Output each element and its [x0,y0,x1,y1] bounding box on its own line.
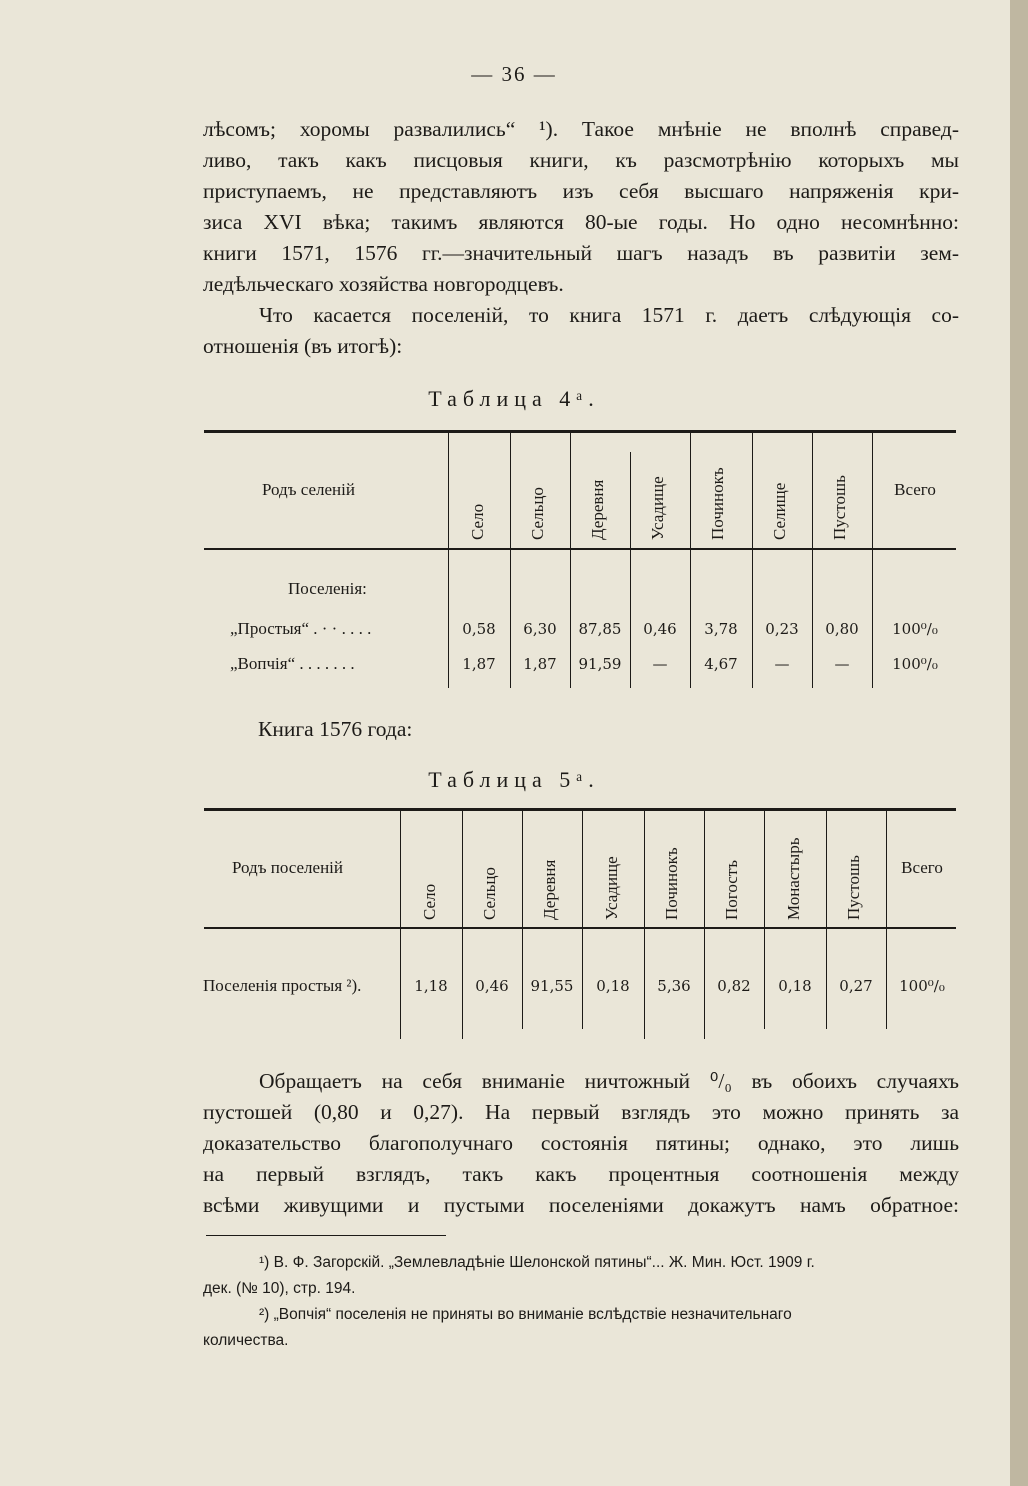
table-cell: 100⁰/₀ [892,620,938,638]
column-divider [690,433,691,688]
column-header-selo: Село [468,503,487,540]
column-header-pogost: Погостъ [722,859,741,920]
column-header-total: Всего [901,858,943,877]
table-cell: 3,78 [704,620,738,638]
footnote-2 [203,1302,959,1354]
column-divider [826,811,827,1029]
column-divider [872,433,873,688]
column-header-selo: Село [420,883,439,920]
row-header-label: Родъ селеній [262,480,355,499]
column-header-selishche: Селище [770,482,789,540]
text-line: на первый взглядъ, такъ какъ процентныя соотношенія между [203,1162,959,1186]
row-header-label: Родъ поселеній [232,858,343,877]
table-header-rule [204,548,956,550]
table-top-rule [204,808,956,811]
column-header-total: Всего [894,480,936,499]
page-number: — 36 — [471,62,557,86]
table-top-rule [204,430,956,433]
column-header-seltso: Сельцо [480,867,499,920]
column-divider [644,811,645,1039]
column-header-usadishche: Усадище [648,476,667,540]
table-cell: 91,55 [530,977,574,995]
text-line: отношенія (въ итогѣ): [203,334,403,358]
paragraph-3 [203,1066,959,1221]
paragraph-2 [203,300,959,362]
text-line: зиса XVI вѣка; такимъ являются 80-ые годы. Но одно несомнѣнно: [203,210,959,234]
table-cell: 0,82 [717,977,751,995]
table-cell: — [774,655,790,673]
table-cell: 0,27 [839,977,873,995]
table-cell: 6,30 [523,620,557,638]
table-cell: 100⁰/₀ [892,655,938,673]
column-divider [764,811,765,1029]
column-header-monastyr: Монастырь [784,837,803,920]
group-label: Поселенія: [288,579,367,598]
column-header-derevnya: Деревня [588,479,607,540]
row-label: „Простыя“ . · · . . . . [230,619,372,638]
table-cell: 1,87 [462,655,496,673]
footnote-line: дек. (№ 10), стр. 194. [203,1280,356,1297]
table-cell: 0,18 [596,977,630,995]
row-label: „Вопчія“ . . . . . . . [230,654,355,673]
column-divider [510,433,511,688]
column-divider [400,811,401,1039]
column-divider [704,811,705,1039]
table-cell: 0,23 [765,620,799,638]
column-divider [462,811,463,1039]
text-line: всѣми живущими и пустыми поселеніями докажутъ намъ обратное: [203,1193,959,1217]
footnote-line: ¹) В. Ф. Загорскій. „Землевладѣніе Шелонской пятины“... Ж. Мин. Юст. 1909 г. [259,1254,815,1271]
text-line: доказательство благополучнаго состоянія пятины; однако, это лишь [203,1131,959,1155]
table-cell: 100⁰/₀ [899,977,945,995]
table-cell: 0,80 [825,620,859,638]
paragraph-1 [203,114,959,300]
table-4-caption: Таблица 4ᵃ. [428,386,600,411]
column-header-seltso: Сельцо [528,487,547,540]
column-header-pustosh: Пустошь [830,475,849,540]
column-divider [582,811,583,1029]
text-line: книги 1571, 1576 гг.—значительный шагъ назадъ въ развитіи зем- [203,241,959,265]
table-cell: 87,85 [578,620,622,638]
text-line: Обращаетъ на себя вниманіе ничтожный ⁰/₀ въ обоихъ случаяхъ [259,1069,959,1093]
footnote-line: ²) „Вопчія“ поселенія не приняты во вниманіе вслѣдствіе незначительнаго [259,1306,792,1323]
table-cell: 0,18 [778,977,812,995]
column-header-pustosh: Пустошь [844,855,863,920]
table-cell: 1,18 [414,977,448,995]
table-header-rule [204,927,956,929]
column-header-derevnya: Деревня [540,859,559,920]
table-cell: 0,58 [462,620,496,638]
table-5-caption: Таблица 5ᵃ. [428,767,600,792]
column-divider [752,433,753,688]
text-line: приступаемъ, не представляютъ изъ себя высшаго напряженія кри- [203,179,959,203]
table-cell: — [834,655,850,673]
column-divider [522,811,523,1029]
table-cell: 91,59 [578,655,622,673]
column-divider [630,452,631,688]
footnote-line: количества. [203,1332,289,1349]
text-line: лѣсомъ; хоромы развалились“ ¹). Такое мнѣніе не вполнѣ справед- [203,117,959,141]
column-header-pochinok: Починокъ [662,847,681,920]
text-line: Что касается поселеній, то книга 1571 г. даетъ слѣдующія со- [259,303,959,327]
column-divider [812,433,813,688]
footnotes [203,1250,959,1354]
table-cell: 1,87 [523,655,557,673]
table-cell: 0,46 [643,620,677,638]
row-label: Поселенія простыя ²). [203,976,362,995]
table-cell: 5,36 [657,977,691,995]
section-subhead: Книга 1576 года: [258,717,413,741]
column-header-usadishche: Усадище [602,856,621,920]
text-line: ливо, такъ какъ писцовыя книги, къ разсмотрѣнію которыхъ мы [203,148,959,172]
text-line: ледѣльческаго хозяйства новгородцевъ. [203,272,564,296]
table-cell: 0,46 [475,977,509,995]
text-line: пустошей (0,80 и 0,27). На первый взглядъ это можно принять за [203,1100,959,1124]
column-divider [570,433,571,688]
column-header-pochinok: Починокъ [708,467,727,540]
column-divider [448,433,449,688]
table-cell: 4,67 [704,655,738,673]
footnote-1 [203,1250,959,1302]
footnote-separator [206,1235,446,1236]
table-cell: — [652,655,668,673]
column-divider [886,811,887,1029]
